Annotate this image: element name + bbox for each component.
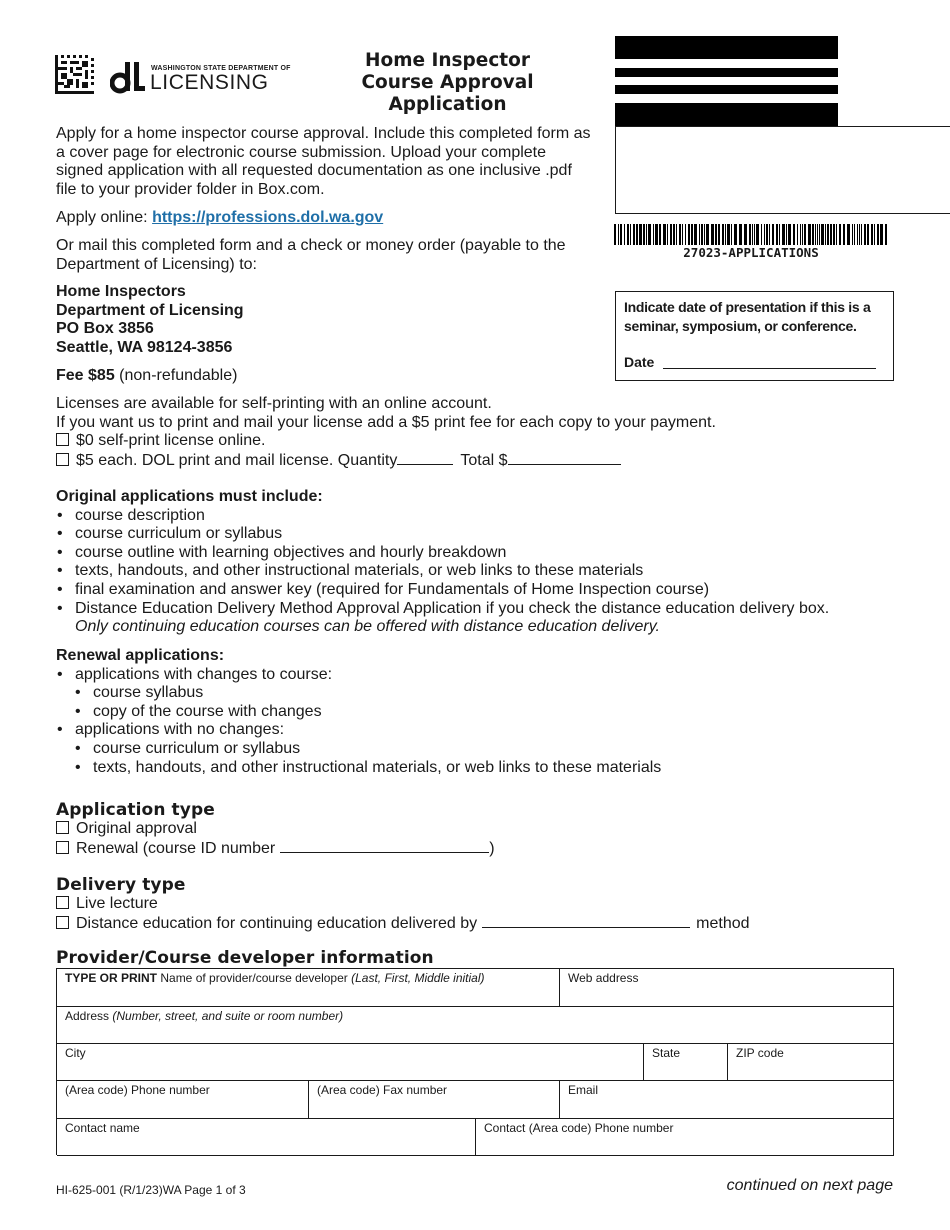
list-item: • texts, handouts, and other instructional materials, or web links to these materials [56,759,916,778]
logo-agency-small: WASHINGTON STATE DEPARTMENT OF [151,65,291,72]
phone-field[interactable] [57,1081,309,1119]
provider-name-label: Name of provider/course developer [157,971,352,985]
data-matrix-code [55,55,94,94]
address-label: Address [65,1009,113,1023]
office-use-bar-1 [615,36,838,59]
original-section [56,488,916,637]
total-field[interactable] [508,451,621,465]
delivery-method-field[interactable] [482,914,690,928]
contact-name-label: Contact name [65,1121,140,1135]
renewal-heading: Renewal applications: [56,647,225,664]
list-item: • texts, handouts, and other instructional materials, or web links to these materials [56,562,916,581]
logo-agency-big: LICENSING [150,71,269,94]
provider-name-hint: (Last, First, Middle initial) [351,971,485,985]
barcode-text: 27023-APPLICATIONS [683,245,819,260]
application-type-section [56,801,495,858]
original-approval-checkbox[interactable] [56,821,69,834]
delivery-distance[interactable] [56,914,750,934]
fax-field[interactable] [309,1081,560,1119]
office-use-box [615,126,950,214]
renewal-section [56,647,916,777]
address-hint: (Number, street, and suite or room number) [112,1009,344,1023]
apply-online-label: Apply online: [56,209,148,226]
contact-name-field[interactable] [57,1119,476,1156]
mail-license-label: $5 each. DOL print and mail license. Quantity [76,451,398,469]
email-label: Email [568,1083,599,1097]
page-title [335,50,560,116]
continued-note: continued on next page [726,1177,893,1194]
renewal-checkbox[interactable] [56,841,69,854]
renewal-label-end: ) [489,839,495,857]
title-line-2: Course Approval [361,72,534,93]
zip-field[interactable] [728,1044,894,1081]
original-heading: Original applications must include: [56,488,323,505]
provider-heading: Provider/Course developer information [56,948,434,968]
fee-label: Fee $85 [56,367,115,384]
email-field[interactable] [560,1081,894,1119]
original-approval-label: Original approval [76,820,197,837]
provider-table [56,968,894,1155]
delivery-live[interactable] [56,895,750,914]
address-field[interactable] [57,1007,894,1044]
list-item: • applications with changes to course: [56,666,916,685]
delivery-type-heading: Delivery type [56,875,186,895]
office-use-bar-3 [615,85,838,94]
delivery-type-section [56,876,750,933]
distance-education-label: Distance education for continuing education delivered by [76,914,478,932]
mail-license-checkbox[interactable] [56,453,69,466]
license-line-2: If you want us to print and mail your license add a $5 print fee for each copy to your payment. [56,413,716,431]
app-type-renewal[interactable] [56,839,495,859]
license-option-mail[interactable] [56,451,716,471]
application-type-heading: Application type [56,800,215,820]
address-line-4: Seattle, WA 98124-3856 [56,338,233,356]
presentation-date-label: Date [624,354,655,370]
address-line-3: PO Box 3856 [56,320,154,338]
fee-note: (non-refundable) [114,367,238,384]
list-item: • course outline with learning objectives and hourly breakdown [56,544,916,563]
self-print-checkbox[interactable] [56,433,69,446]
office-use-bar-2 [615,68,838,77]
city-field[interactable] [57,1044,644,1081]
type-or-print-label: TYPE OR PRINT [65,971,158,985]
license-section [56,395,716,470]
presentation-date-text: Indicate date of presentation if this is a seminar, symposium, or conference. [624,299,871,334]
dol-logo [110,60,291,94]
intro-text: Apply for a home inspector course approval. Include this completed form as a cover page for electronic course submission. Upload your complete signed application with all requested documentation as one inclusive .pdf file to your provider folder in Box.com. [56,125,591,198]
list-item: • course syllabus [56,684,916,703]
list-item: • course curriculum or syllabus [56,525,916,544]
list-item: • copy of the course with changes [56,703,916,722]
provider-name-field[interactable] [57,969,560,1007]
list-item: • Distance Education Delivery Method Approval Application if you check the distance education delivery box. [56,600,916,619]
self-print-label: $0 self-print license online. [76,432,266,450]
apply-online-link[interactable]: https://professions.dol.wa.gov [152,209,384,226]
address-line-1: Home Inspectors [56,283,186,300]
barcode [614,224,888,245]
distance-note: Only continuing education courses can be offered with distance education delivery. [75,618,660,636]
contact-phone-field[interactable] [476,1119,894,1156]
state-field[interactable] [644,1044,728,1081]
apply-online-line [56,209,383,228]
web-address-field[interactable] [560,969,894,1007]
distance-education-checkbox[interactable] [56,916,69,929]
contact-phone-label: Contact (Area code) Phone number [484,1121,674,1135]
license-line-1: Licenses are available for self-printing with an online account. [56,395,492,412]
presentation-date-field[interactable] [663,355,876,369]
list-item: • course curriculum or syllabus [56,740,916,759]
license-option-self-print[interactable] [56,432,716,451]
fax-label: (Area code) Fax number [317,1083,448,1097]
mail-instructions: Or mail this completed form and a check or money order (payable to the Department of Licensing) to: [56,237,566,273]
phone-label: (Area code) Phone number [65,1083,210,1097]
distance-education-label-end: method [696,914,750,932]
presentation-date-box [615,291,894,381]
course-id-field[interactable] [280,839,489,853]
title-line-1: Home Inspector [365,50,530,71]
live-lecture-label: Live lecture [76,895,158,912]
list-item: • final examination and answer key (required for Fundamentals of Home Inspection course) [56,581,916,600]
app-type-original[interactable] [56,820,495,839]
fee-line [56,367,237,386]
office-use-bar-4 [615,103,838,126]
address-line-2: Department of Licensing [56,301,244,319]
list-item: • course description [56,507,916,526]
total-label: Total $ [460,451,508,469]
renewal-label: Renewal (course ID number [76,839,276,857]
city-label: City [65,1046,86,1060]
title-line-3: Application [388,94,507,115]
state-label: State [652,1046,681,1060]
zip-label: ZIP code [736,1046,784,1060]
quantity-field[interactable] [397,451,453,465]
list-item: • applications with no changes: [56,721,916,740]
live-lecture-checkbox[interactable] [56,896,69,909]
web-address-label: Web address [568,971,639,985]
form-id: HI-625-001 (R/1/23)WA Page 1 of 3 [56,1183,246,1197]
mailing-address [56,283,244,357]
